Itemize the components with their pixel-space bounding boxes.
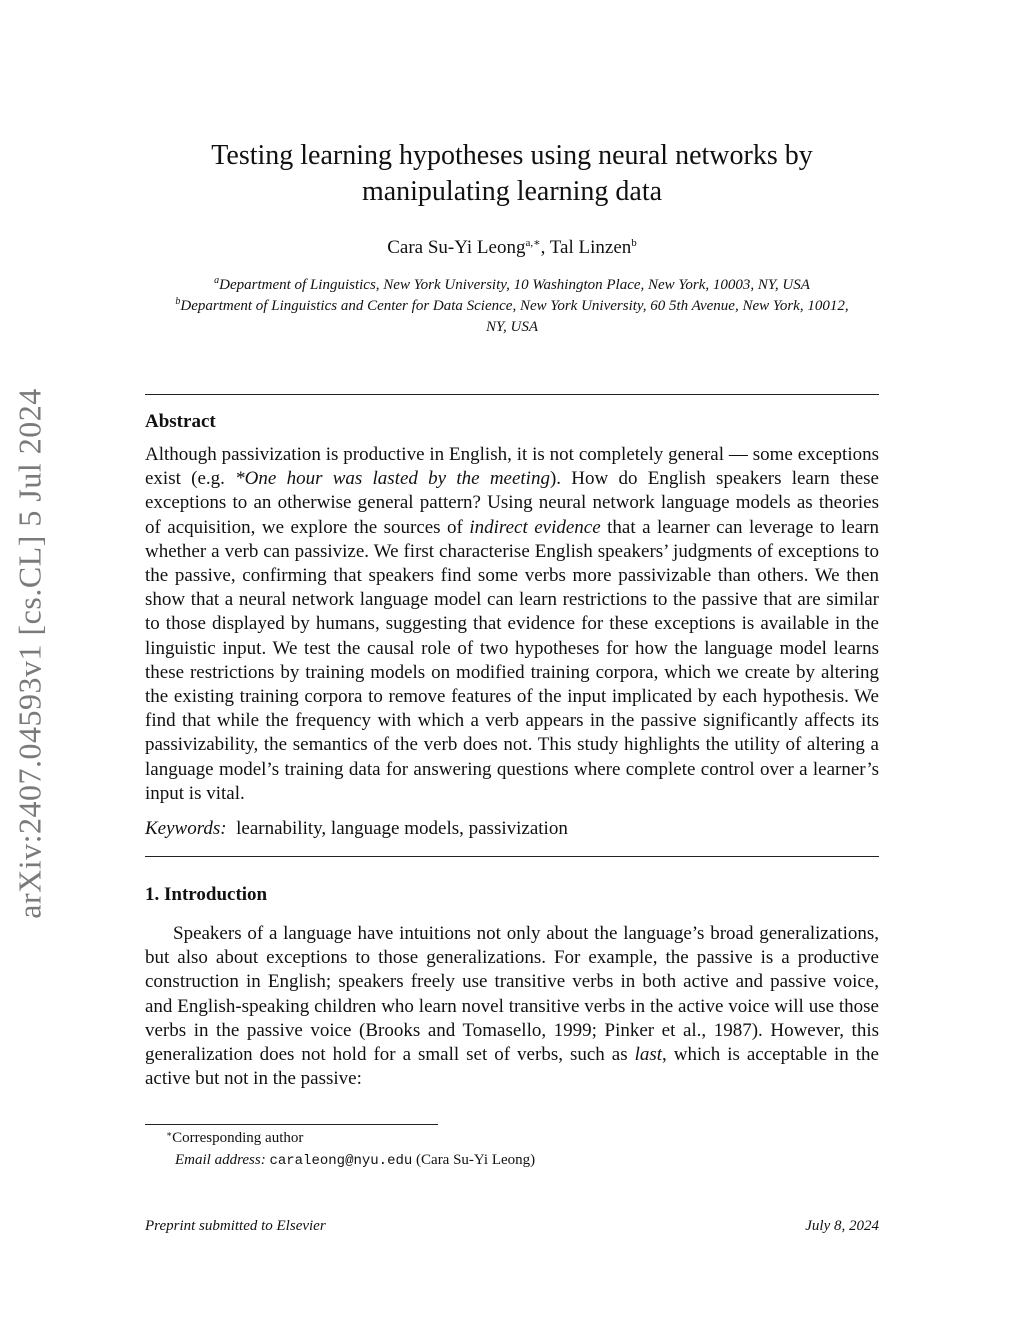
keywords-label: Keywords:	[145, 818, 227, 839]
author-affiliation-mark: b	[631, 237, 637, 249]
footnote-text: Corresponding author	[172, 1130, 304, 1146]
introduction-verb: last	[634, 1044, 663, 1066]
footnote-rule	[145, 1124, 438, 1125]
affiliation-text: Department of Linguistics, New York University, 10 Washington Place, New York, 10003, NY, USA	[219, 277, 810, 293]
email-owner: (Cara Su-Yi Leong)	[416, 1152, 536, 1168]
arxiv-identifier-stamp	[0, 373, 60, 933]
abstract-bottom-rule	[145, 856, 879, 857]
email-label: Email address:	[175, 1152, 266, 1168]
introduction-heading: 1. Introduction	[145, 884, 268, 905]
paper-title	[145, 138, 879, 210]
author-list	[145, 236, 879, 260]
abstract-top-rule	[145, 394, 879, 395]
footer-left: Preprint submitted to Elsevier	[145, 1218, 326, 1234]
abstract-text: that a learner can leverage to learn whether a verb can passivize. We first characterise English speakers’ judgments of exceptions to the passive, confirming that speakers find some verbs more passivizable than others. We then show that a neural network language model can learn restrictions to the passive that are similar to those displayed by humans, suggesting that evidence for these exceptions is available in the linguistic input. We test the causal role of two hypotheses for how the language model learns these restrictions by training models on modified training corpora, which we create by altering the existing training corpora to remove features of the input implicated by each hypothesis. We find that while the frequency with which a verb appears in the passive significantly affects its passivizability, the semantics of the verb does not. This study highlights the utility of altering a language model’s training data for answering questions where complete control over a learner’s input is vital.	[145, 516, 879, 804]
abstract-heading: Abstract	[145, 411, 216, 432]
keywords-text: learnability, language models, passivization	[236, 818, 568, 839]
abstract-text: ). How do English speakers learn these exceptions to an otherwise general pattern? Using neural network language models as theories of acquisition, we explore the sources of	[145, 468, 879, 538]
author-name: Tal Linzen	[549, 237, 632, 258]
keywords	[145, 817, 879, 841]
email-address[interactable]: caraleong@nyu.edu	[269, 1153, 413, 1169]
footer-right: July 8, 2024	[805, 1218, 879, 1234]
abstract-body	[145, 443, 879, 806]
abstract-text: Although passivization is productive in English, it is not completely general — some exceptions exist (e.g.	[145, 444, 879, 490]
author-affiliation-mark: a,∗	[525, 237, 541, 249]
footnote-mark: ∗	[166, 1129, 173, 1139]
affiliation-list	[170, 275, 854, 338]
abstract-term: indirect evidence	[469, 516, 601, 538]
affiliation-b	[170, 296, 854, 338]
affiliation-a	[170, 275, 854, 296]
affiliation-mark: b	[175, 296, 181, 307]
footnote-corresponding	[166, 1127, 866, 1149]
abstract-example: *One hour was lasted by the meeting	[235, 468, 550, 490]
affiliation-text: Department of Linguistics and Center for Data Science, New York University, 60 5th Avenue, New York, 10012, NY, USA	[180, 298, 849, 335]
introduction-text: , which is acceptable in the active but not in the passive:	[145, 1044, 879, 1090]
title-line-2: manipulating learning data	[361, 176, 663, 207]
affiliation-mark: a	[214, 275, 220, 286]
arxiv-identifier-text: arXiv:2407.04593v1 [cs.CL] 5 Jul 2024	[11, 387, 48, 919]
author-name: Cara Su-Yi Leong	[387, 237, 526, 258]
footnote-email	[175, 1149, 875, 1172]
author-separator: ,	[540, 237, 550, 258]
introduction-paragraph	[145, 922, 879, 1091]
introduction-text: Speakers of a language have intuitions not only about the language’s broad generalizations, but also about exceptions to those generalizations. For example, the passive is a productive construction in English; speakers freely use transitive verbs in both active and passive voice, and English-speaking children who learn novel transitive verbs in the active voice will use those verbs in the passive voice (Brooks and Tomasello, 1999; Pinker et al., 1987). However, this generalization does not hold for a small set of verbs, such as	[145, 923, 879, 1066]
title-line-1: Testing learning hypotheses using neural networks by	[211, 140, 813, 171]
